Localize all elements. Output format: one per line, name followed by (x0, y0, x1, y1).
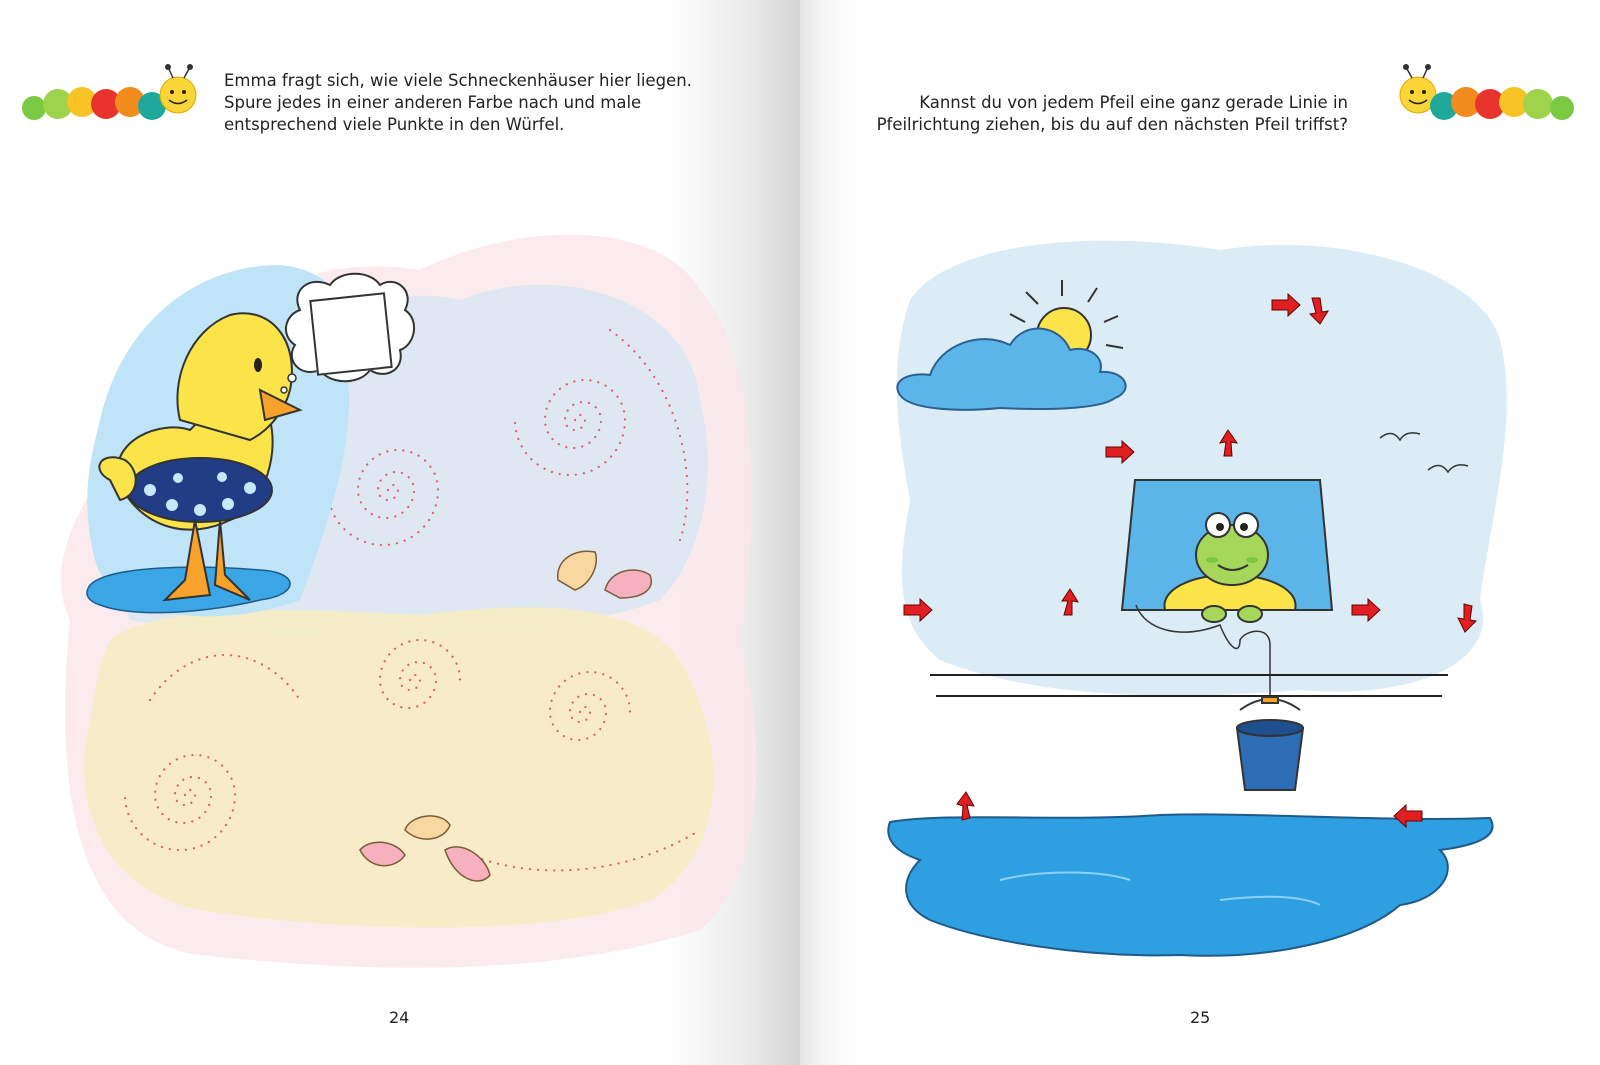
sky-background (897, 241, 1507, 696)
thought-dot (288, 374, 296, 382)
instruction-line: Pfeilrichtung ziehen, bis du auf den nächsten Pfeil triffst? (876, 115, 1348, 134)
arrow-up-icon (957, 792, 974, 820)
bucket-icon (1237, 697, 1303, 790)
dice-answer-box[interactable] (309, 292, 393, 376)
arrow-line-illustration (800, 0, 1600, 1065)
page-number: 25 (1190, 1008, 1211, 1027)
instruction-line: Emma fragt sich, wie viele Schneckenhäuser hier liegen. (224, 71, 692, 90)
sand-blob (84, 607, 713, 927)
instruction-line: Spure jedes in einer anderen Farbe nach und male (224, 93, 642, 112)
instruction-line: Kannst du von jedem Pfeil eine ganz gerade Linie in (919, 93, 1348, 112)
water-pool (888, 814, 1492, 955)
page-number: 24 (389, 1008, 410, 1027)
right-page (800, 0, 1600, 1065)
thought-dot (281, 387, 287, 393)
instruction-line: entsprechend viele Punkte in den Würfel. (224, 115, 565, 134)
